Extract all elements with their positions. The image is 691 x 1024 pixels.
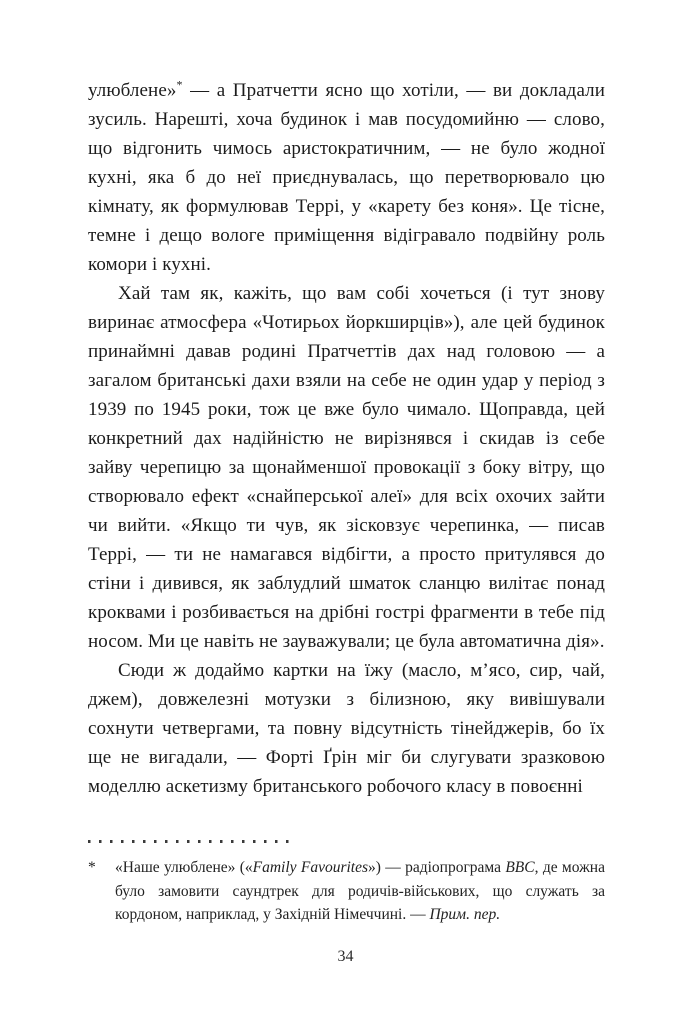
footnote-segment: , де можна було замовити саундтрек для родичів-військових, що служать за кордоном, наприклад, у Західній Німеччині. — [115,859,605,923]
footnote [88,856,605,927]
footnote-segment: «Наше улюблене» (« [115,859,253,876]
paragraph-text: улюблене» [88,80,177,101]
page-number: 34 [337,948,354,965]
paragraph-1 [88,76,605,279]
footnote-text [115,856,605,927]
paragraph-3: Сюди ж додаймо картки на їжу (масло, м’ясо, сир, чай, джем), довжелезні мотузки з білизною, яку вивішували сохнути четвергами, та повну відсутність тінейджерів, бо їх ще не вигадали, — Форті Ґрін міг би слугувати зразковою моделлю аскетизму британського робочого класу в повоєнні [88,660,605,797]
footnote-segment-italic: Прим. пер. [429,906,501,923]
footnote-segment-italic: BBC [505,859,535,876]
body-text [88,76,605,801]
paragraph-text: — а Пратчетти ясно що хотіли, — ви докладали зусиль. Нарешті, хоча будинок і мав посудомийню — слово, що відгонить чимось аристократичним, — не було жодної кухні, яка б до неї приєднувалась, що перетворювало цю кімнату, як формулював Террі, у «карету без коня». Це тісне, темне і дещо вологе приміщення відігравало подвійну роль комори і кухні. [88,80,605,275]
footnote-area [88,840,605,927]
paragraph-2: Хай там як, кажіть, що вам собі хочеться (і тут знову виринає атмосфера «Чотирьох йоркширців»), але цей будинок принаймні давав родині Пратчеттів дах над головою — а загалом британські дахи взяли на себе не один удар у період з 1939 по 1945 роки, тож це вже було чимало. Щоправда, цей конкретний дах надійністю не вирізнявся і скидав із себе зайву черепицю за щонайменшої провокації з боку вітру, що створювало ефект «снайперської алеї» для всіх охочих зайти чи вийти. «Якщо ти чув, як зісковзує черепинка, — писав Террі, — ти не намагався відбігти, а просто притулявся до стіни і дивився, як заблудлий шматок сланцю вилітає понад кроквами і розбивається на дрібні гострі фрагменти в тебе під носом. Ми це навіть не зауважували; це була автоматична дія». [88,283,605,652]
footnote-segment: ») — радіопрограма [368,859,506,876]
footnote-separator [88,840,292,843]
footnote-segment-italic: Family Favourites [252,859,369,876]
footnote-marker: * [88,859,96,876]
footnote-reference: * [176,77,183,92]
